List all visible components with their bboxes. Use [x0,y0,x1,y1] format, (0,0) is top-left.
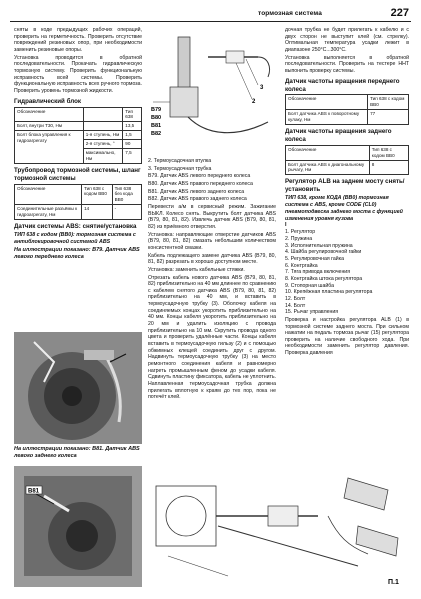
sensor-splice-diagram [148,27,276,157]
rear-sensor-table [285,145,409,176]
list-item: 4. Шайба регулировочной гайки [285,249,362,256]
list-item: 8. Контргайка штока регулятора [285,275,363,282]
middle-column: 2. Термоусадочная втулка 3. Термоусадочная трубка B79. Датчик ABS левого переднего колеса B80. Датчик ABS правого переднего колеса B81. Датчик ABS левого заднего колеса B82. Датчик ABS правого заднего колеса Перевести а/м в сервисный режим. Зажигание ВЫКЛ. Колесо снять. Выкрутить болт датчика ABS (B79, 80, 81, 82). Извлечь датчик ABS (B79, 80, 81, 82) из приёмного отверстия. Установка: направляющие отверстие датчиков ABS (B79, 80, 81, 82) смазать небольшим количеством консистентной смазки. Кабель подлежащего замене датчика ABS (B79, 80, 81, 82) разрезать в хорошо доступном месте. Установка: заменить кабельные стяжки. Отрезать кабель нового датчика ABS (B79, 80, 81, 82) приблизительно на 40 мм длиннее по сравнению с кабелем снятого датчика ABS (B79, 80, 81, 82) приблизительно на 40 мм, и вставить в термоусадочную трубку (3). Оболочку кабеля на соединяемых концах укоротить приблизительно на 40 мм. Концы кабеля укоротить приблизительно на 20 мм и удалить изоляцию с провода приблизительно на 10 мм. Скрутить провода одного цвета и проверить удалённые части. Концы кабеля вставить в термоусадочную гильзу (2) и с помощью обжимных клещей соединить друг с другом. Надвинуть термоусадочную трубку (3) на место ремонтного соединения кабеля и равномерно нагреть промышленным феном до усадки кабеля. Сдвинуть пластину фиксатора, кабель не уплотнить. Наплавленная термоусадочная трубка должна прилегать вплотную к краям до тех пор, пока не потечёт клей. [148,158,276,401]
header-rule [10,21,411,22]
sensors-heading: Датчик системы ABS: снятие/установка [14,222,137,230]
table-row: Обозначение Тип 638 [15,107,142,122]
hydro-table [14,107,142,164]
list-item: 5. Регулировочная гайка [285,255,344,262]
list-item: 3. Исполнительная пружина [285,242,353,249]
tubes-heading: Трубопровод тормозной системы, шланг тормозной системы [14,166,141,182]
table-row: Болт блока управления к гидроагрегату 1-я ступень, Нм 1,5 [15,131,142,140]
table-row: Болт датчика ABS к диагональному рычагу, Нм 8 [286,160,409,175]
table-row: Болт датчика ABS к поворотному кулаку, Нм 77 [286,110,409,125]
front-sensor-table [285,94,409,125]
section-title: тормозная система [258,10,322,17]
right-column: дочная трубка не будет прилегать к кабелю и с двух сторон не выступит клей (см. стрелку). Оптимальная температура усадки лежит в диапазоне 250°C...300°C. Установка выполняется в обратной последовательности. Проверить на тестере HHT выпонить проверку системы. Датчик частоты вращения переднего колеса Обозначение Тип 638 с кодом BB0 Болт датчика ABS к поворотному кулаку, Нм 77 Датчик частоты вращения заднего колеса Обозначение Тип 638 с кодом BB0 Болт датчика ABS к диагональному рычагу, Нм 8 Регулятор ALB на заднем мосту снять/установить ТИП 638, кроме КОДА (BB0) тормозная система с ABS, кроме CODE (CL0) пневмоподвеска заднего моста с функцией изменения уровня кузова I 1. Регулятор 2. Пружина 3. Исполнительная пружина 4. Шайба регулировочной гайки 5. Регулировочная гайка 6. Контргайка 7. Тяга привода включения 8. Контргайка штока регулятора 9. Стопорная шайба 10. Крепёжная пластина регулятора 12. Болт 14. Болт 15. Рычаг управления Проверка и настройка регулятора ALB (1) в тормозной системе заднего моста. При сильном нажатии на педаль тормоза рычаг (15) регулятора проверить на наличие свободного хода. При необходимости заменить регулятор давления. Проверка давления [285,27,409,357]
figure-ref: I [285,222,287,229]
sensors-subheading: ТИП 638 с кодом (BB0): тормозная система с антиблокировочной системой ABS [14,231,136,245]
table-row: Обозначение Тип 638 с кодом BB0 Тип 638 без кода BB0 [15,184,142,205]
list-item: 1. Регулятор [285,229,316,236]
list-item: 12. Болт [285,295,306,302]
list-item: 10. Крепёжная пластина регулятора [285,289,373,296]
figure-label: П.1 [388,579,399,586]
svg-text:B80: B80 [151,115,162,121]
svg-text:B81: B81 [151,123,162,129]
tubes-table [14,184,142,220]
regulator-heading: Регулятор ALB на заднем мосту снять/установить [285,178,405,194]
svg-text:3: 3 [260,85,264,91]
illustration-caption-1: На иллюстрации показано: B79. Датчик ABS левого переднего колеса [14,247,140,261]
page-number: 227 [390,7,409,19]
table-row: Болт, внутри T30, Нм 13,5 [15,122,142,131]
illustration-caption-2: На иллюстрации показано: B81. Датчик ABS левого заднего колеса [14,446,140,460]
list-item: 2. Пружина [285,235,313,242]
rear-wheel-sensor-photo [14,466,142,587]
page-header [0,0,421,26]
front-wheel-sensor-photo [14,332,142,444]
svg-text:B82: B82 [151,131,162,137]
regulator-parts-list [285,229,409,316]
list-item: 15. Рычаг управления [285,309,339,316]
table-row: Соединительные разъёмы к гидроагрегату, Нм 14 - [15,205,142,220]
left-intro-2: Установка проводится в обратной последовательности. Прокачать гидравлическую тормозную систему. Проверить функциональную исправность всей системы. Проверить функциональную исправность всех ручного тормоза. Проверить уровень тормозной жидкости. [14,54,142,94]
b81-label: B81 [28,488,40,495]
list-item: 14. Болт [285,302,306,309]
table-row: Обозначение Тип 638 с кодом BB0 [286,95,409,110]
table-row: 2-я ступень, ° 90 [15,140,142,149]
list-item: 9. Стопорная шайба [285,282,334,289]
list-item: 7. Тяга привода включения [285,269,351,276]
rear-sensor-heading: Датчик частоты вращения заднего колеса [285,127,392,143]
left-column [14,27,142,261]
left-intro-1: сняты в коде предыдущих рабочих операций, проверить на герметичность. Проверить отсутствие повреждений резиновых опор, при необходимости заменить резиновые опоры. [14,27,142,53]
hydro-heading: Гидравлический блок [14,97,81,105]
regulator-assembly-diagram [148,466,410,590]
front-sensor-heading: Датчик частоты вращения переднего колеса [285,77,400,93]
regulator-subheading: ТИП 638, кроме КОДА (BB0) тормозная система с ABS, кроме CODE (CL0) пневмоподвеска заднего моста с функцией изменения уровня кузова [285,195,403,222]
svg-text:2: 2 [252,99,256,105]
table-row: максимально, Нм 7,5 [15,148,142,163]
svg-text:B79: B79 [151,107,162,113]
list-item: 6. Контргайка [285,262,318,269]
table-row: Обозначение Тип 638 с кодом BB0 [286,145,409,160]
